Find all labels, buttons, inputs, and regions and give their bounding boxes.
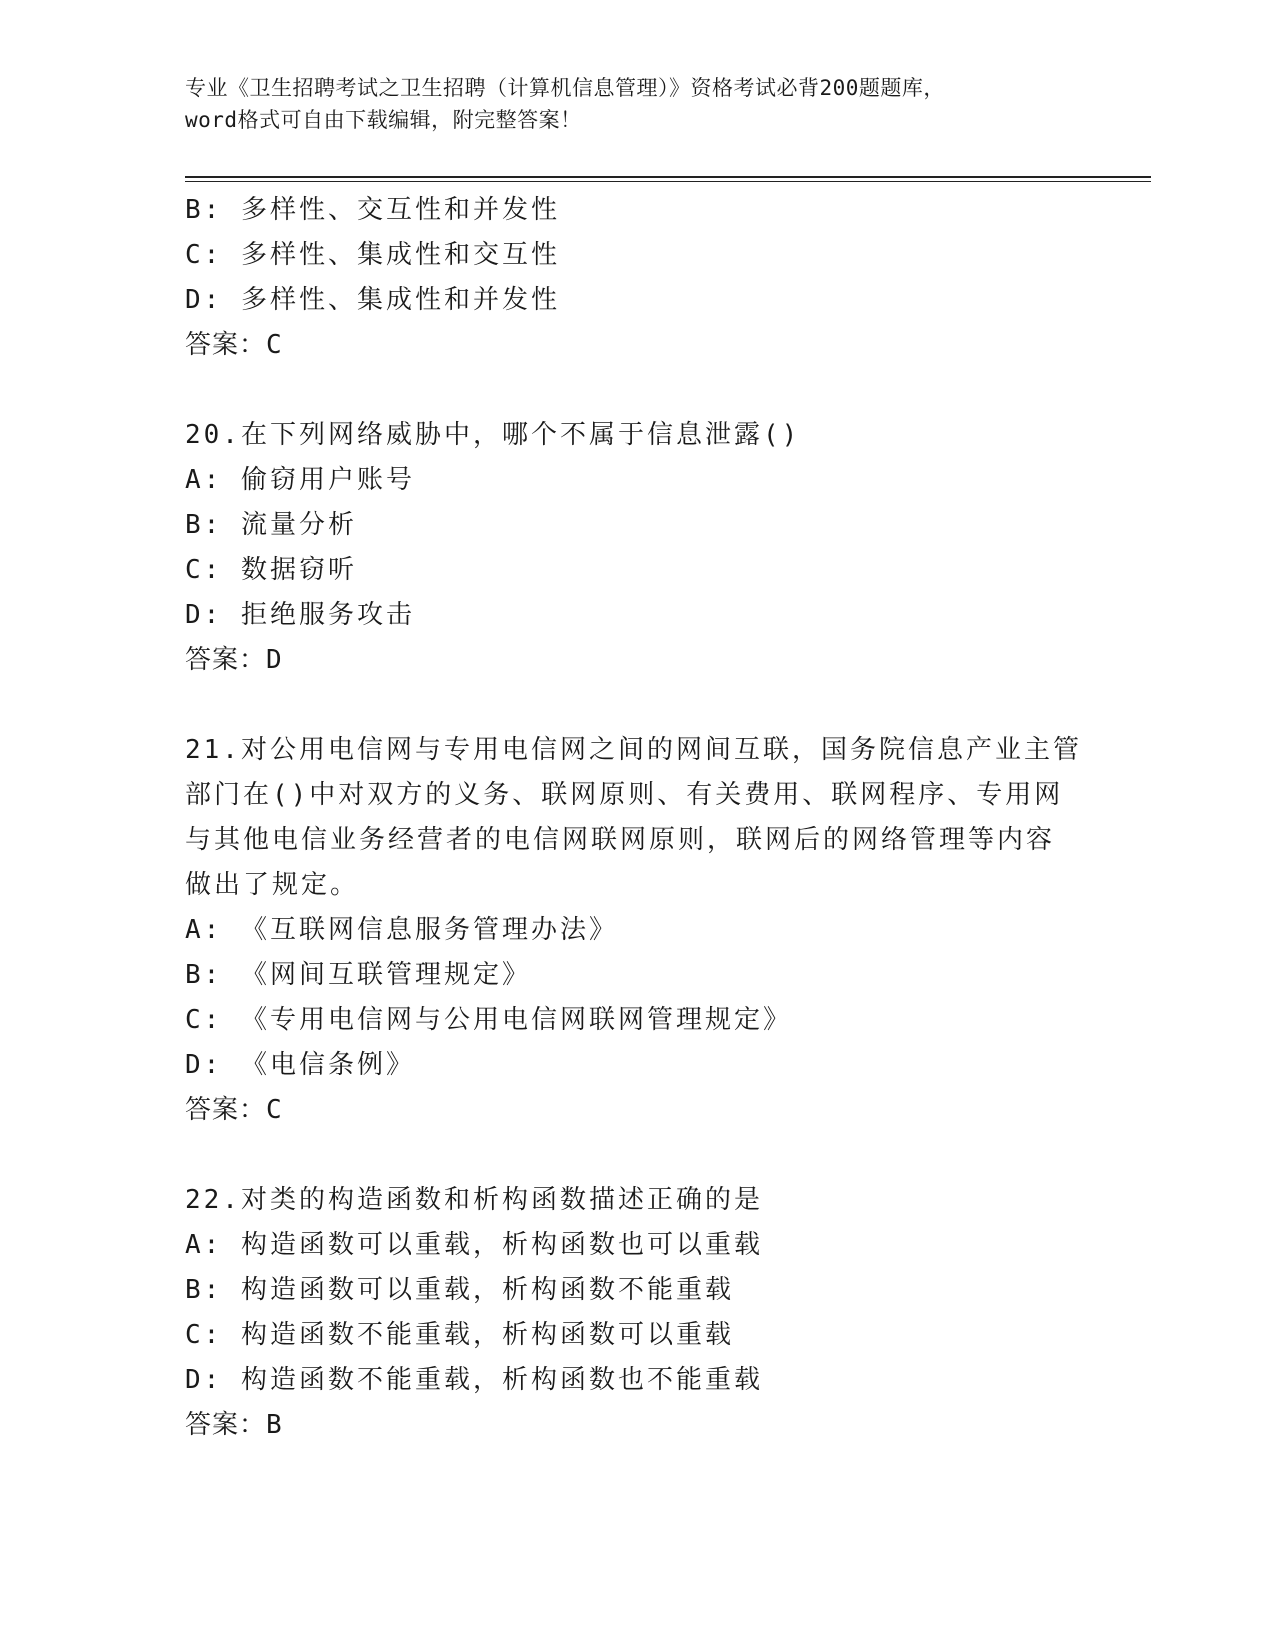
header-line-2: word格式可自由下载编辑，附完整答案！	[185, 108, 582, 132]
question-20	[185, 413, 1085, 683]
spacer	[185, 1133, 1085, 1178]
document-header	[185, 72, 1085, 136]
header-divider-thick	[185, 176, 1151, 178]
question-stem-line-1: 21.对公用电信网与专用电信网之间的网间互联，国务院信息产业主管	[185, 735, 1082, 765]
option-a: A: 偷窃用户账号	[185, 465, 415, 495]
question-stem: 20.在下列网络威胁中，哪个不属于信息泄露()	[185, 420, 801, 450]
option-c: C: 多样性、集成性和交互性	[185, 240, 560, 270]
question-stem-line-3: 与其他电信业务经营者的电信网联网原则，联网后的网络管理等内容	[185, 825, 1056, 855]
option-c: C: 《专用电信网与公用电信网联网管理规定》	[185, 1005, 792, 1035]
question-19-tail	[185, 188, 1085, 368]
option-a: A: 《互联网信息服务管理办法》	[185, 915, 618, 945]
option-d: D: 构造函数不能重载，析构函数也不能重载	[185, 1365, 763, 1395]
question-stem: 22.对类的构造函数和析构函数描述正确的是	[185, 1185, 763, 1215]
option-c: C: 构造函数不能重载，析构函数可以重载	[185, 1320, 734, 1350]
answer-line: 答案：C	[185, 330, 283, 360]
spacer	[185, 368, 1085, 413]
question-22	[185, 1178, 1085, 1448]
answer-line: 答案：B	[185, 1410, 283, 1440]
option-a: A: 构造函数可以重载，析构函数也可以重载	[185, 1230, 763, 1260]
header-divider-thin	[185, 181, 1151, 182]
option-d: D: 《电信条例》	[185, 1050, 415, 1080]
spacer	[185, 683, 1085, 728]
option-b: B: 构造函数可以重载，析构函数不能重载	[185, 1275, 734, 1305]
option-b: B: 《网间互联管理规定》	[185, 960, 531, 990]
option-d: D: 多样性、集成性和并发性	[185, 285, 560, 315]
question-stem-line-2: 部门在()中对双方的义务、联网原则、有关费用、联网程序、专用网	[185, 780, 1064, 810]
option-b: B: 多样性、交互性和并发性	[185, 195, 560, 225]
option-d: D: 拒绝服务攻击	[185, 600, 415, 630]
question-21	[185, 728, 1085, 1133]
option-b: B: 流量分析	[185, 510, 357, 540]
question-list	[185, 188, 1085, 1448]
header-line-1: 专业《卫生招聘考试之卫生招聘（计算机信息管理）》资格考试必背200题题库，	[185, 76, 945, 100]
answer-line: 答案：C	[185, 1095, 283, 1125]
answer-line: 答案：D	[185, 645, 283, 675]
option-c: C: 数据窃听	[185, 555, 357, 585]
question-stem-line-4: 做出了规定。	[185, 870, 360, 900]
